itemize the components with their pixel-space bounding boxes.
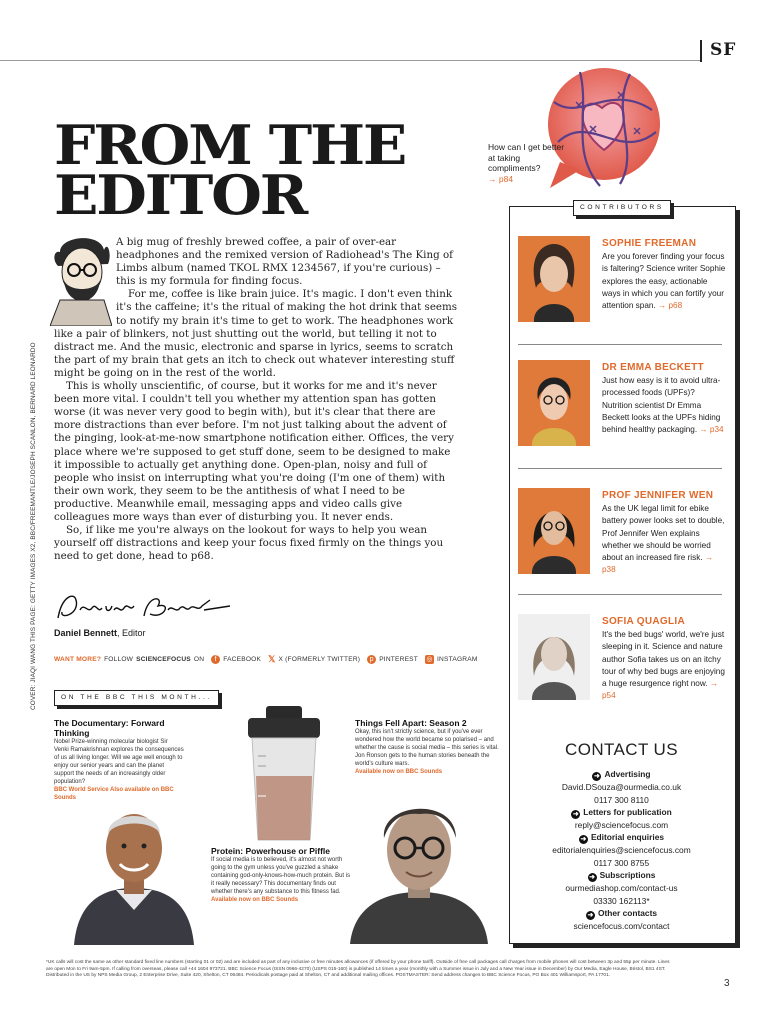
contact-advertising xyxy=(509,768,734,806)
contact-url[interactable]: ourmediashop.com/contact-us xyxy=(565,883,678,893)
contact-phone[interactable]: 0117 300 8755 xyxy=(593,857,650,868)
programme-protein xyxy=(211,846,351,904)
pinterest-link[interactable]: PINTEREST xyxy=(379,656,419,663)
contact-url[interactable]: sciencefocus.com/contact xyxy=(573,921,670,931)
follow-on: ON xyxy=(193,656,205,663)
page-number: 3 xyxy=(724,978,730,989)
follow-text: FOLLOW xyxy=(104,656,134,663)
contact-email[interactable]: editorialenquiries@sciencefocus.com xyxy=(552,845,691,855)
contributor-page-link[interactable]: → p38 xyxy=(602,553,714,575)
contact-phone[interactable]: 0117 300 8110 xyxy=(594,794,649,805)
contributor-emma-beckett xyxy=(518,360,726,470)
letter-paragraph: So, if like me you're always on the lookout for ways to help you wean yourself off distractions and keep your focus fixed firmly on the things you need to get done, head to p68. xyxy=(54,524,444,563)
social-follow-line xyxy=(54,654,478,665)
contributor-blurb: Just how easy is it to avoid ultra-processed foods (UPFs)? Nutrition scientist Dr Emma Beckett looks at the UPFs hiding behind healthy packaging. xyxy=(602,376,721,435)
contributors-tag: CONTRIBUTORS xyxy=(573,200,671,216)
page-title-line-1: FROM THE xyxy=(54,113,406,177)
contributor-photo xyxy=(518,236,590,322)
facebook-icon[interactable]: f xyxy=(211,655,220,664)
follow-lead: WANT MORE? xyxy=(54,656,102,663)
contributor-desc xyxy=(602,503,726,577)
footnote: *UK calls will cost the same as other standard fixed line numbers (starting 01 or 02) and are included as part of any inclusive or free minutes allowances (if offered by your phone tariff). Outside of free call packages call charges from mobile phones will cost between 3p and 55p per minute. Lines are open Mon to Fri 9am-5pm. If calling from overseas, please call +44 1604 973721. BBC Science Focus (ISSN 0966-4270) (USPS 015-160) is published 14 times a year (monthly with a Summer issue in July and a New Year issue in December) by Our Media, Eagle House, Bristol, BS1 4ST. Distributed in the US by NPS Media Group, 2 Enterprise Drive, Suite 420, Shelton, CT 06484. Periodicals postage paid at Shelton, CT and additional mailing offices. POSTMASTER: Send address changes to BBC Science Focus, PO Box 401 Williamsport, PA 17701. xyxy=(46,960,670,979)
programme-things-fell-apart xyxy=(355,718,500,776)
contributor-sofia-quaglia xyxy=(518,614,726,724)
top-rule xyxy=(0,60,700,61)
programme-title: Things Fell Apart: Season 2 xyxy=(355,718,467,728)
teaser[interactable] xyxy=(488,142,568,184)
contact-title: CONTACT US xyxy=(565,740,678,759)
contact-heading: ➜ Other contacts xyxy=(587,908,658,919)
editor-signoff xyxy=(54,628,146,638)
page-title xyxy=(54,113,406,227)
editor-name: Daniel Bennett xyxy=(54,628,118,638)
contributor-page-link[interactable]: → p54 xyxy=(602,679,719,701)
contact-phone[interactable]: 03330 162113* xyxy=(593,895,650,906)
programme-desc: If social media is to believed, it's almost not worth going to the gym unless you've guzzled a shake containing god-only-knows-how-much protein. But is it really necessary? This documentary finds out whether there's any substance to this fitness fad. xyxy=(211,857,351,895)
editor-letter xyxy=(54,236,459,563)
letter-paragraph: A big mug of freshly brewed coffee, a pair of over-ear headphones and the remixed version of Radiohead's The King of Limbs album (named TKOL RMX 1234567, if you're curious) – this is my formula for finding focus. xyxy=(116,236,453,288)
contact-heading: ➜ Letters for publication xyxy=(572,807,672,818)
contributor-photo xyxy=(518,360,590,446)
letter-paragraph: This is wholly unscientific, of course, but it works for me and it's never been more vital. I couldn't tell you whether my attention span has gotten worse (it was never very good to begin with), but it's clear that there are more distractions than ever before. I'm not just talking about the advent of the pinging, look-at-me-now smartphone notification either. Offices, the very place where we're supposed to get stuff done, seem to be designed to make it impossible to actually get anything done. Open-plan, noisy and full of people who insist on interrupting what you're doing (I'm one of them) with their own work, they seem to be the antithesis of what I need to be productive. Meanwhile email, messaging apps and video calls give colleagues more ways than ever of disturbing you. It never ends. xyxy=(54,380,454,523)
contributor-divider xyxy=(518,594,722,595)
jon-ronson-photo xyxy=(344,788,494,944)
contact-email[interactable]: David.DSouza@ourmedia.co.uk xyxy=(561,782,682,792)
programme-availability: BBC World Service Also available on BBC Sounds xyxy=(54,787,174,801)
contact-heading: ➜ Subscriptions xyxy=(589,870,656,881)
contributor-name: SOPHIE FREEMAN xyxy=(602,238,697,249)
venki-ramakrishnan-photo xyxy=(64,790,204,945)
contact-email[interactable]: reply@sciencefocus.com xyxy=(574,820,669,830)
editor-portrait-illustration xyxy=(50,230,112,326)
contact-letters xyxy=(509,806,734,832)
contributor-name: SOFIA QUAGLIA xyxy=(602,616,685,627)
editor-role: , Editor xyxy=(117,628,146,638)
programme-availability: Available now on BBC Sounds xyxy=(211,897,299,903)
arrow-icon: ➜ xyxy=(594,773,600,780)
arrow-icon: ➜ xyxy=(572,811,579,818)
contributor-desc xyxy=(602,629,726,703)
arrow-icon: ➜ xyxy=(580,836,587,843)
contributor-blurb: Are you forever finding your focus is faltering? Science writer Sophie explores the easy, actionable ways in which you can fortify your attention span. xyxy=(602,252,726,311)
bbc-section-tag: ON THE BBC THIS MONTH... xyxy=(54,690,219,706)
contributor-divider xyxy=(518,468,722,469)
instagram-icon[interactable]: ◎ xyxy=(426,656,433,663)
contributor-name: DR EMMA BECKETT xyxy=(602,362,704,373)
page-title-line-2: EDITOR xyxy=(54,163,307,227)
pinterest-icon[interactable]: p xyxy=(367,655,376,664)
contact-heading: ➜ Advertising xyxy=(594,769,651,780)
contributor-photo xyxy=(518,488,590,574)
contributor-sophie-freeman xyxy=(518,236,726,346)
contact-heading: ➜ Editorial enquiries xyxy=(580,832,665,843)
editor-signature xyxy=(54,590,234,624)
protein-shaker-photo xyxy=(244,706,324,844)
contributor-blurb: As the UK legal limit for ebike battery power looks set to double, Prof Jennifer Wen explains whether we should be worried about an increased fire risk. xyxy=(602,504,725,563)
teaser-link[interactable]: → p84 xyxy=(488,173,514,184)
contributor-jennifer-wen xyxy=(518,488,726,598)
teaser-text: How can I get better at taking compliments? xyxy=(488,142,565,173)
contributor-page-link[interactable]: → p34 xyxy=(699,425,724,435)
contributor-photo xyxy=(518,614,590,700)
x-link[interactable]: X (FORMERLY TWITTER) xyxy=(278,656,361,663)
contributor-page-link[interactable]: → p68 xyxy=(658,301,683,311)
contributor-desc xyxy=(602,375,726,436)
programme-desc: Nobel Prize-winning molecular biologist Sir Venki Ramakrishnan explores the consequences of us all living longer. Will we age well enough to enjoy our senior years and can the planet support the needs of an increasingly older population? xyxy=(54,739,184,785)
facebook-link[interactable]: FACEBOOK xyxy=(223,656,262,663)
instagram-link[interactable]: INSTAGRAM xyxy=(437,656,478,663)
programme-title: Protein: Powerhouse or Piffle xyxy=(211,846,331,856)
contributor-blurb: It's the bed bugs' world, we're just sleeping in it. Science and nature author Sofia takes us on an itchy tour of why bed bugs are enjoying a huge resurgence right now. xyxy=(602,630,725,689)
arrow-icon: ➜ xyxy=(587,912,594,919)
programme-availability: Available now on BBC Sounds xyxy=(355,769,443,775)
section-mark: SF xyxy=(710,40,737,60)
follow-brand: SCIENCEFOCUS xyxy=(136,656,191,663)
programme-title: The Documentary: Forward Thinking xyxy=(54,718,165,738)
contributor-name: PROF JENNIFER WEN xyxy=(602,490,714,501)
contact-subscriptions xyxy=(509,869,734,907)
top-rule-tick xyxy=(700,40,702,62)
contact-other xyxy=(509,907,734,933)
contributor-divider xyxy=(518,344,722,345)
arrow-icon: ➜ xyxy=(589,874,596,881)
letter-paragraph: For me, coffee is like brain juice. It's magic. I don't even think it's the caffeine; it's the ritual of making the hot drink that seems to notify my brain it's time to get to work. The headphones work like a pair of blinkers, not just shutting out the world, but telling it not to distract me. And the music, electronic and sparse in lyrics, seems to scratch the part of my brain that gets an itch to check out whatever interesting stuff might be going on in the rest of the world. xyxy=(54,288,458,379)
contributor-desc xyxy=(602,251,726,312)
x-icon[interactable]: 𝕏 xyxy=(268,654,276,664)
photo-credits: COVER: JIAQI WANG THIS PAGE: GETTY IMAGES X2, BBC/FREEMANTLE/JOSEPH SCANLON, BERNARD LEONARDO xyxy=(30,342,37,710)
contact-editorial xyxy=(509,831,734,869)
programme-desc: Okay, this isn't strictly science, but if you've ever wondered how the world became so polarised – and whether the cause is social media – this series is vital. Jon Ronson gets to the human stories beneath the world's culture wars. xyxy=(355,729,499,767)
